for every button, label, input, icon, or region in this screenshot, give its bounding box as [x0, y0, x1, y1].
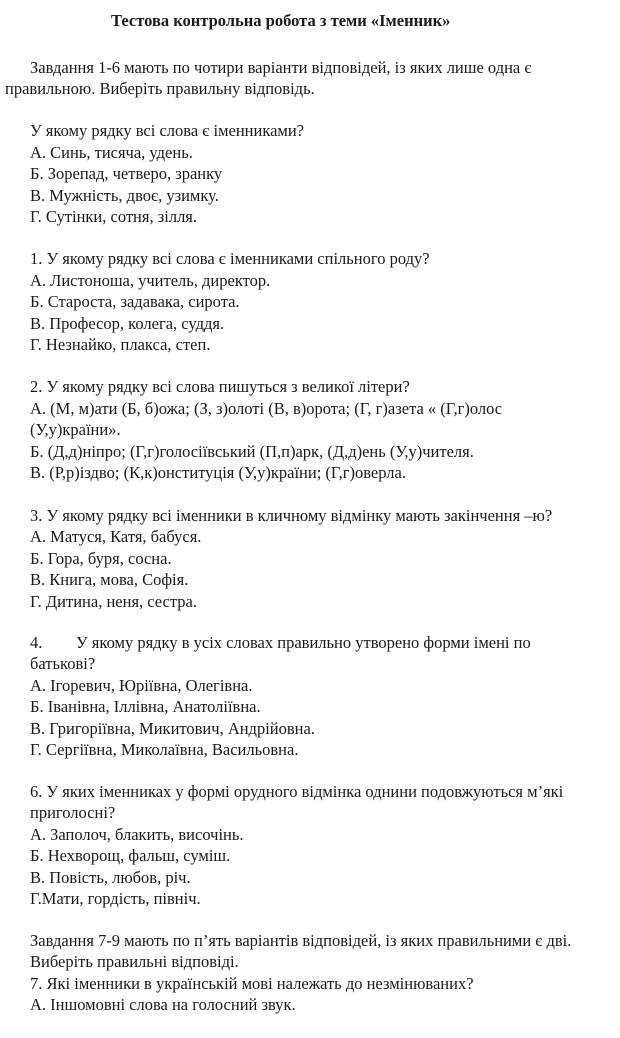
q6-option-b: Б. Нехворощ, фальш, суміш.	[30, 846, 231, 865]
example-option-b: Б. Зорепад, четверо, зранку	[30, 164, 223, 183]
q3-question: 3. У якому рядку всі іменники в кличному відмінку мають закінчення –ю?	[30, 506, 553, 525]
q4-option-d: Г. Сергіївна, Миколаївна, Васильовна.	[30, 740, 299, 759]
example-option-d: Г. Сутінки, сотня, зілля.	[30, 207, 198, 226]
q6-option-a: А. Заполоч, блакить, височінь.	[30, 825, 244, 844]
q2-option-b: Б. (Д,д)ніпро; (Г,г)голосіївський (П,п)арк, (Д,д)ень (У,у)чителя.	[30, 442, 474, 461]
q4-question-line-2: батькові?	[30, 654, 96, 673]
q3-option-b: Б. Гора, буря, сосна.	[30, 549, 172, 568]
q3-option-a: А. Матуся, Катя, бабуся.	[30, 527, 202, 546]
q1-option-a: А. Листоноша, учитель, директор.	[30, 271, 271, 290]
q1-option-d: Г. Незнайко, плакса, степ.	[30, 335, 211, 354]
q3-option-c: В. Книга, мова, Софія.	[30, 570, 189, 589]
q4-number: 4.	[30, 633, 43, 652]
intro-line-2: правильною. Виберіть правильну відповідь.	[5, 79, 315, 98]
q7-option-a: А. Іншомовні слова на голосний звук.	[30, 995, 296, 1014]
q6-option-c: В. Повість, любов, річ.	[30, 868, 191, 887]
q4-option-a: А. Ігоревич, Юріївна, Олегівна.	[30, 676, 253, 695]
intro2-line-1: Завдання 7-9 мають по п’ять варіантів відповідей, із яких правильними є дві.	[30, 931, 572, 950]
q7-question: 7. Які іменники в українській мові належать до незмінюваних?	[30, 974, 474, 993]
q4-option-c: В. Григоріївна, Микитович, Андрійовна.	[30, 719, 315, 738]
q4-option-b: Б. Іванівна, Іллівна, Анатоліївна.	[30, 697, 261, 716]
q6-option-d: Г.Мати, гордість, північ.	[30, 889, 201, 908]
q6-question-line-1: 6. У яких іменниках у формі орудного відмінка однини подовжуються м’які	[30, 782, 564, 801]
q6-question-line-2: приголосні?	[30, 803, 116, 822]
document-title: Тестова контрольна робота з теми «Іменник»	[111, 11, 451, 30]
q2-option-a-cont: (У,у)країни».	[30, 420, 121, 439]
example-option-a: А. Синь, тисяча, удень.	[30, 143, 193, 162]
q4-question-line-1	[30, 632, 531, 653]
q2-option-c: В. (Р,р)іздво; (К,к)онституція (У,у)країни; (Г,г)оверла.	[30, 463, 406, 482]
q2-question: 2. У якому рядку всі слова пишуться з великої літери?	[30, 377, 410, 396]
q1-question: 1. У якому рядку всі слова є іменниками спільного роду?	[30, 249, 430, 268]
intro2-line-2: Виберіть правильні відповіді.	[30, 952, 239, 971]
q3-option-d: Г. Дитина, неня, сестра.	[30, 592, 197, 611]
q1-option-b: Б. Староста, задавака, сирота.	[30, 292, 240, 311]
example-option-c: В. Мужність, двоє, узимку.	[30, 186, 219, 205]
example-question: У якому рядку всі слова є іменниками?	[30, 121, 305, 140]
q2-option-a: А. (М, м)ати (Б, б)ожа; (З, з)олоті (В, в)орота; (Г, г)азета « (Г,г)олос	[30, 399, 503, 418]
q4-question-text: У якому рядку в усіх словах правильно утворено форми імені по	[76, 633, 531, 652]
q1-option-c: В. Професор, колега, суддя.	[30, 314, 225, 333]
intro-line-1: Завдання 1-6 мають по чотири варіанти відповідей, із яких лише одна є	[30, 58, 532, 77]
